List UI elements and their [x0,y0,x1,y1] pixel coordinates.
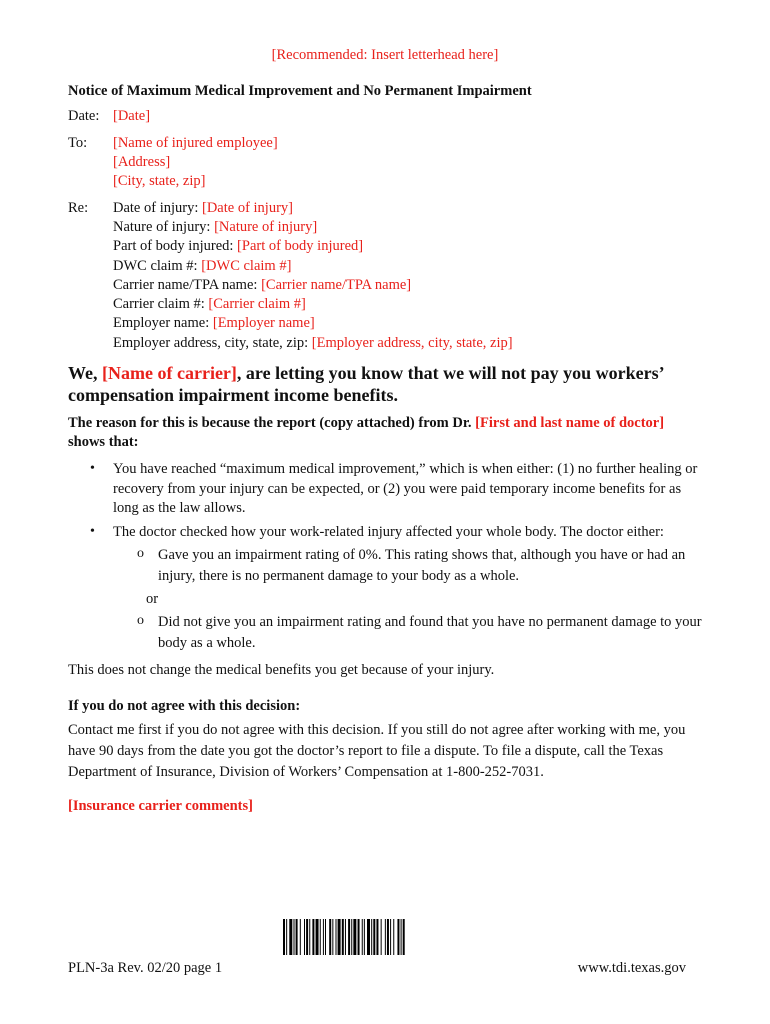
barcode-bar [329,919,331,955]
re-row-employer-address: Employer address, city, state, zip: [Employer address, city, state, zip] [113,335,513,351]
barcode-bar [283,919,285,955]
barcode-bar [364,919,365,955]
re-row-carrier-claim: Carrier claim #: [Carrier claim #] [113,296,306,312]
barcode-bar [312,919,314,955]
barcode-bar [393,919,394,955]
barcode-bar [296,919,298,955]
sub-bullet-marker: o [137,613,144,628]
barcode-bar [316,919,319,955]
re-row-carrier-name: Carrier name/TPA name: [Carrier name/TPA name] [113,277,412,293]
barcode-bar [323,919,324,955]
barcode-bar [342,919,344,955]
bullet-marker: • [90,461,95,476]
barcode-bar [351,919,352,955]
bullet-doctor-checked: The doctor checked how your work-related injury affected your whole body. The doctor either: [113,524,664,540]
sub-item-no-rating: Did not give you an impairment rating and found that you have no permanent damage to your body as a whole. [158,614,702,651]
main-heading: We, [Name of carrier], are letting you know that we will not pay you workers’ compensation impairment income benefits. [68,363,665,405]
barcode-bar [358,919,360,955]
barcode-bar [289,919,292,955]
medical-benefits-note: This does not change the medical benefits you get because of your injury. [68,662,495,678]
barcode-bar [309,919,310,955]
or-separator: or [146,591,159,607]
to-label: To: [68,135,88,151]
sub-item-zero-rating: Gave you an impairment rating of 0%. This rating shows that, although you have or had an injury, there is no permanent damage to your body as a whole. [158,547,686,584]
barcode-bar [367,919,370,955]
barcode [283,919,487,955]
to-employee-name: [Name of injured employee] [113,135,278,151]
re-row-employer-name: Employer name: [Employer name] [113,315,315,331]
barcode-bar [373,919,375,955]
barcode-bar [345,919,346,955]
barcode-bar [397,919,399,955]
reason-statement: The reason for this is because the report (copy attached) from Dr. [First and last name of doctor] shows that: [68,415,665,450]
barcode-bar [306,919,308,955]
barcode-bar [376,919,378,955]
barcode-bar [300,919,301,955]
date-value: [Date] [113,108,151,124]
barcode-bar [286,919,287,955]
barcode-bar [338,919,341,955]
re-label: Re: [68,200,89,216]
re-row-body-part: Part of body injured: [Part of body injured] [113,238,364,254]
form-revision-footer: PLN-3a Rev. 02/20 page 1 [68,960,223,976]
carrier-comments-placeholder: [Insurance carrier comments] [68,798,253,814]
barcode-bar [385,919,386,955]
barcode-bar [336,919,337,955]
barcode-bar [353,919,356,955]
bullet-mmi: You have reached “maximum medical improvement,” which is when either: (1) no further healing or recovery from your injury can be expected, or (2) you were paid temporary income benefits for as long as the law allows. [113,461,698,516]
barcode-bar [332,919,333,955]
re-row-nature-of-injury: Nature of injury: [Nature of injury] [113,219,318,235]
to-city-state-zip: [City, state, zip] [113,173,206,189]
contact-paragraph: Contact me first if you do not agree with this decision. If you still do not agree after working with me, you have 90 days from the date you got the doctor’s report to file a dispute. To file a dispute, call the Texas Department of Insurance, Division of Workers’ Compensation at 1-800-252-7031. [68,722,686,780]
barcode-bar [320,919,321,955]
barcode-bar [390,919,391,955]
sub-bullet-marker: o [137,546,144,561]
barcode-bar [403,919,405,955]
notice-title: Notice of Maximum Medical Improvement and No Permanent Impairment [68,83,532,99]
barcode-bar [348,919,350,955]
barcode-bar [362,919,363,955]
website-footer: www.tdi.texas.gov [577,960,686,976]
date-label: Date: [68,108,100,124]
barcode-bar [401,919,402,955]
barcode-bar [325,919,326,955]
barcode-bar [381,919,382,955]
re-row-date-of-injury: Date of injury: [Date of injury] [113,200,293,216]
disagree-heading: If you do not agree with this decision: [68,698,301,714]
barcode-bar [387,919,389,955]
barcode-bar [371,919,372,955]
bullet-marker: • [90,524,95,539]
barcode-bar [304,919,305,955]
barcode-bar [294,919,295,955]
letterhead-placeholder: [Recommended: Insert letterhead here] [271,47,499,63]
to-address: [Address] [113,154,171,170]
re-row-dwc-claim: DWC claim #: [DWC claim #] [113,258,292,274]
